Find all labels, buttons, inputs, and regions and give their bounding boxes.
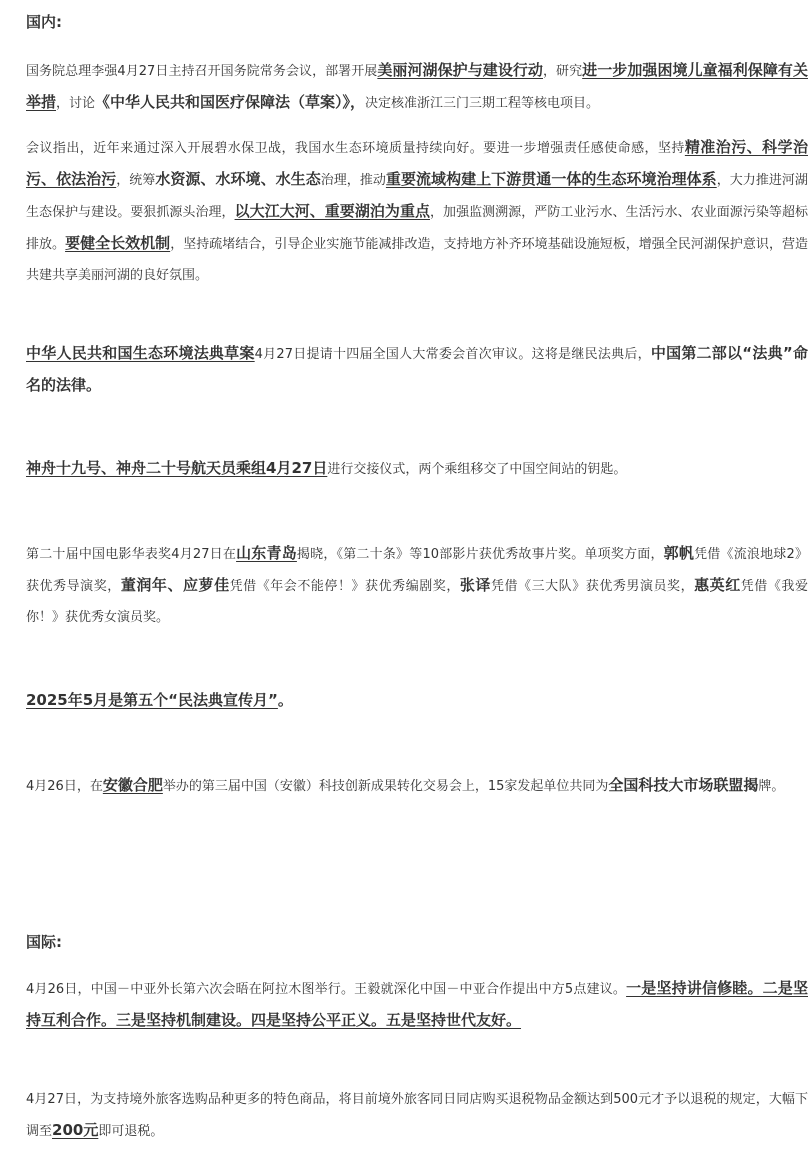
body-text: 进行交接仪式，两个乘组移交了中国空间站的钥匙。 — [327, 462, 627, 477]
emphasis-bold-text: 惠英红 — [694, 576, 741, 594]
emphasis-underlined-text: 山东青岛 — [236, 544, 297, 562]
domestic-paragraph-anhui-expo — [26, 770, 808, 802]
domestic-paragraph-state-council — [26, 55, 808, 119]
domestic-section-title: 国内: — [26, 13, 62, 31]
emphasis-underlined-text: 2025年5月是第五个“民法典宣传月” — [26, 691, 278, 709]
domestic-paragraph-huabiao-awards — [26, 538, 808, 633]
body-text: 凭借《我爱你！》获优秀女演员奖。 — [26, 579, 808, 625]
emphasis-underlined-text: 200元 — [52, 1121, 99, 1139]
domestic-paragraph-eco-code — [26, 338, 808, 402]
body-text: ，研究 — [543, 64, 583, 79]
body-text: 会议指出，近年来通过深入开展碧水保卫战，我国水生态环境质量持续向好。要进一步增强责任感使命感，坚持 — [26, 141, 685, 156]
body-text: 国务院总理李强4月27日主持召开国务院常务会议，部署开展 — [26, 64, 378, 79]
body-text: 4月27日，为支持境外旅客选购品种更多的特色商品，将目前境外旅客同日同店购买退税物品金额达到500元才予以退税的规定，大幅下调至 — [26, 1092, 808, 1139]
emphasis-bold-text: 中国第二部以“法典”命名的法律。 — [26, 344, 808, 394]
body-text: 第二十届中国电影华表奖4月27日在 — [26, 547, 237, 562]
body-text: 决定核准浙江三门三期工程等核电项目。 — [365, 96, 600, 111]
body-text: 举办的第三届中国（安徽）科技创新成果转化交易会上，15家发起单位共同为 — [162, 779, 609, 794]
emphasis-underlined-text: 精准治污、科学治污、依法治污 — [26, 138, 808, 188]
emphasis-bold-text: 全国科技大市场联盟揭 — [608, 776, 759, 794]
body-text: ，大力推进河湖生态保护与建设。要狠抓源头治理， — [26, 173, 808, 220]
body-text: 揭晓，《第二十条》等10部影片获优秀故事片奖。单项奖方面， — [296, 547, 664, 562]
emphasis-underlined-text: 要健全长效机制 — [65, 234, 171, 252]
body-text: 凭借《流浪地球2》获优秀导演奖， — [26, 547, 808, 594]
emphasis-underlined-text: 进一步加强困境儿童福利保障有关举措 — [26, 61, 808, 111]
emphasis-underlined-text: 以大江大河、重要湖泊为重点 — [234, 202, 431, 220]
emphasis-bold-text: 董润年、应萝佳 — [120, 576, 230, 594]
body-text: 4月26日，中国－中亚外长第六次会晤在阿拉木图举行。王毅就深化中国－中亚合作提出中方5点建议。 — [26, 982, 627, 997]
emphasis-underlined-text: 重要流域构建上下游贯通一体的生态环境治理体系 — [385, 170, 717, 188]
body-text: 凭借《三大队》获优秀男演员奖， — [490, 579, 695, 594]
international-paragraph-central-asia — [26, 973, 808, 1037]
international-paragraph-tax-refund — [26, 1084, 808, 1147]
body-text: 凭借《年会不能停！》获优秀编剧奖， — [229, 579, 460, 594]
emphasis-bold-text: 郭帆 — [663, 544, 695, 562]
emphasis-underlined-text: 美丽河湖保护与建设行动 — [377, 61, 543, 79]
domestic-paragraph-meeting-notes — [26, 132, 808, 291]
emphasis-underlined-text: 安徽合肥 — [102, 776, 163, 794]
body-text: 牌。 — [758, 779, 785, 794]
domestic-paragraph-civil-code-month — [26, 685, 808, 717]
body-text: ，讨论 — [56, 96, 96, 111]
body-text: 4月27日提请十四届全国人大常委会首次审议。这将是继民法典后， — [254, 347, 651, 362]
body-text: 治理，推动 — [320, 173, 386, 188]
body-text: ，统筹 — [116, 173, 156, 188]
body-text: 4月26日，在 — [26, 779, 103, 794]
body-text: 即可退税。 — [98, 1124, 164, 1139]
body-text: ，坚持疏堵结合，引导企业实施节能减排改造，支持地方补齐环境基础设施短板，增强全民河湖保护意识，营造共建共享美丽河湖的良好氛围。 — [26, 237, 808, 283]
emphasis-underlined-text: 中华人民共和国生态环境法典草案 — [26, 344, 255, 362]
emphasis-bold-text: 水资源、水环境、水生态 — [155, 170, 321, 188]
emphasis-underlined-text: 神舟十九号、神舟二十号航天员乘组4月27日 — [26, 459, 328, 477]
domestic-paragraph-shenzhou — [26, 453, 808, 485]
body-text: ，加强监测溯源，严防工业污水、生活污水、农业面源污染等超标排放。 — [26, 205, 808, 252]
emphasis-underlined-text: 一是坚持讲信修睦。二是坚持互利合作。三是坚持机制建设。四是坚持公平正义。五是坚持世代友好。 — [26, 979, 808, 1029]
international-section-title: 国际: — [26, 933, 62, 951]
emphasis-bold-text: 《中华人民共和国医疗保障法（草案）》， — [95, 93, 366, 111]
emphasis-bold-text: 张译 — [459, 576, 491, 594]
emphasis-bold-text: 。 — [277, 691, 293, 709]
